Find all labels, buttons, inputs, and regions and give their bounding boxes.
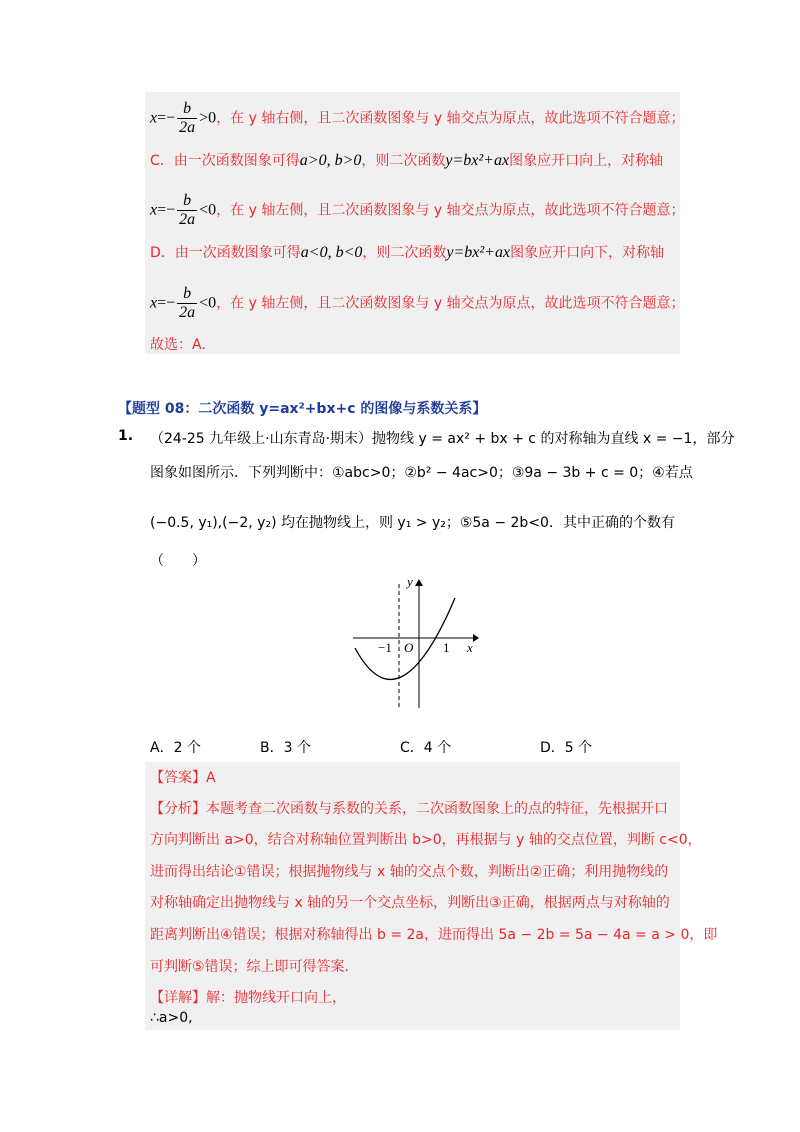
- answer-line: 【答案】A: [150, 770, 216, 786]
- y-axis-arrow: [415, 579, 423, 586]
- solution-line-1: x=− $\frac{b}{2a}$ >0，在 y 轴右侧，且二次函数图象与 y 轴交点为原点，故此选项不符合题意；: [150, 100, 685, 136]
- origin-label: O: [404, 640, 414, 655]
- analysis-line-3: 进而得出结论①错误；根据抛物线与 x 轴的交点个数，判断出②正确；利用抛物线的: [150, 864, 669, 880]
- therefore-line: ∴a>0,: [150, 1010, 193, 1026]
- detail-line: 【详解】解：抛物线开口向上，: [150, 990, 346, 1006]
- question-number: 1.: [118, 428, 134, 444]
- parabola-graph: [345, 572, 485, 712]
- choice-b[interactable]: B．3 个: [260, 740, 311, 756]
- analysis-line-1: 【分析】本题考查二次函数与系数的关系，二次函数图象上的点的特征，先根据开口: [150, 801, 668, 817]
- choice-c[interactable]: C．4 个: [400, 740, 452, 756]
- final-answer-line: 故选：A.: [150, 337, 206, 353]
- analysis-line-5: 距离判断出④错误；根据对称轴得出 b = 2a，进而得出 5a − 2b = 5a − 4a = a > 0，即: [150, 927, 718, 943]
- fraction-b-over-2a: $\frac{b}{2a}$: [179, 192, 196, 228]
- question-line-1: （24-25 九年级上·山东青岛·期末）抛物线 y = ax² + bx + c 的对称轴为直线 x = −1，部分: [150, 431, 735, 447]
- fraction-b-over-2a: $\frac{b}{2a}$: [179, 285, 196, 321]
- option-d-line: D．由一次函数图象可得a<0, b<0，则二次函数y=bx²+ax图象应开口向下，对称轴: [150, 244, 665, 261]
- analysis-line-6: 可判断⑤错误；综上即可得答案.: [150, 959, 350, 975]
- question-line-3: (−0.5, y₁),(−2, y₂) 均在抛物线上，则 y₁ > y₂；⑤5a − 2b<0．其中正确的个数有: [150, 515, 675, 531]
- tick-label-1: 1: [443, 640, 450, 655]
- solution-line-3: x=− $\frac{b}{2a}$ <0，在 y 轴左侧，且二次函数图象与 y 轴交点为原点，故此选项不符合题意；: [150, 285, 685, 321]
- solution-line-2: x=− $\frac{b}{2a}$ <0，在 y 轴左侧，且二次函数图象与 y 轴交点为原点，故此选项不符合题意；: [150, 192, 685, 228]
- option-c-line: C．由一次函数图象可得a>0, b>0，则二次函数y=bx²+ax图象应开口向上，对称轴: [150, 152, 664, 169]
- analysis-line-4: 对称轴确定出抛物线与 x 轴的另一个交点坐标，判断出③正确，根据两点与对称轴的: [150, 895, 670, 911]
- tick-label-neg1: −1: [378, 640, 392, 655]
- question-line-4: （ ）: [150, 553, 206, 569]
- choice-a[interactable]: A．2 个: [150, 740, 201, 756]
- analysis-line-2: 方向判断出 a>0，结合对称轴位置判断出 b>0，再根据与 y 轴的交点位置，判断 c<0，: [150, 832, 702, 848]
- y-axis-label: y: [407, 574, 413, 589]
- section-heading: 【题型 08：二次函数 y=ax²+bx+c 的图像与系数关系】: [118, 401, 487, 417]
- x-axis-arrow: [473, 634, 479, 642]
- parabola-curve: [355, 598, 455, 679]
- x-axis-label: x: [467, 640, 473, 655]
- fraction-b-over-2a: $\frac{b}{2a}$: [179, 100, 196, 136]
- choice-d[interactable]: D．5 个: [540, 740, 593, 756]
- question-line-2: 图象如图所示．下列判断中：①abc>0；②b² − 4ac>0；③9a − 3b + c = 0；④若点: [150, 465, 693, 481]
